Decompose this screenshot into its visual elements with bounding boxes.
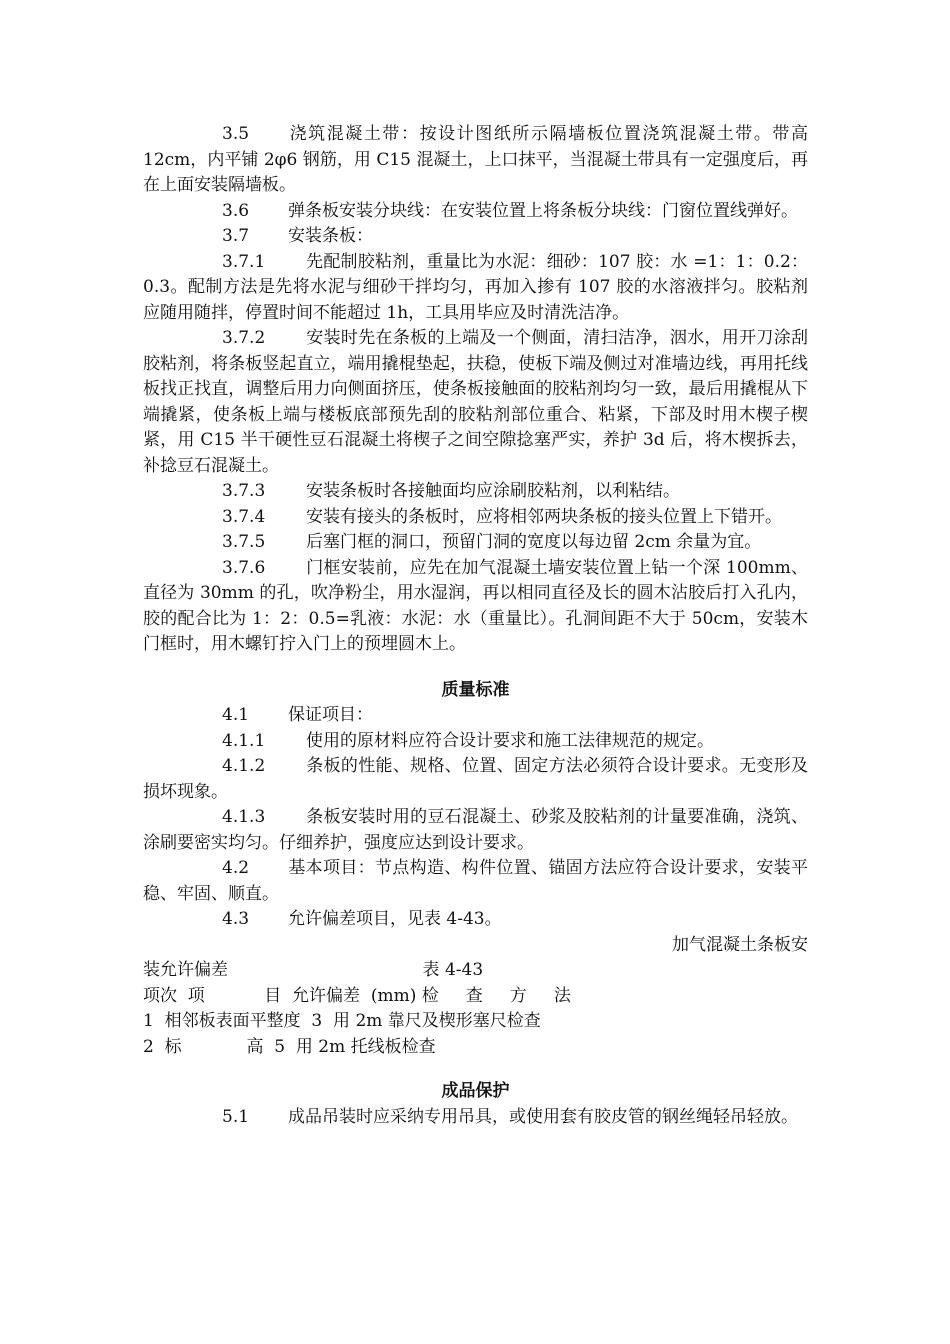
para-5-1: [143, 1105, 808, 1131]
para-text: 安装条板：: [288, 226, 373, 246]
section-number: 3.5: [222, 124, 250, 144]
para-4-1: [143, 703, 808, 729]
para-3-7-2: [143, 326, 808, 479]
para-3-7: [143, 224, 808, 250]
table-caption-continued: 装允许偏差 表 4-43: [143, 960, 484, 980]
table-header-row: 项次 项 目 允许偏差 (mm) 检 查 方 法: [143, 985, 571, 1006]
para-text: 成品吊装时应采纳专用吊具，或使用套有胶皮管的钢丝绳轻吊轻放。: [288, 1106, 798, 1127]
para-text: 后塞门框的洞口，预留门洞的宽度以每边留 2cm 余量为宜。: [306, 532, 762, 552]
section-number: 3.7.3: [222, 481, 266, 501]
para-text: 保证项目：: [288, 705, 373, 725]
para-text: 条板的性能、规格、位置、固定方法必须符合设计要求。无变形及损坏现象。: [143, 756, 808, 802]
para-text: 弹条板安装分块线：在安装位置上将条板分块线：门窗位置线弹好。: [288, 200, 798, 221]
para-4-3: [143, 907, 808, 933]
section-number: 4.1.1: [222, 730, 266, 751]
section-number: 4.1: [222, 705, 250, 725]
para-text: 允许偏差项目，见表 4-43。: [288, 909, 502, 929]
para-4-1-2: [143, 754, 808, 805]
para-3-7-6: [143, 556, 808, 658]
heading-product-protection: 成品保护: [441, 1081, 510, 1101]
section-number: 3.7.2: [222, 328, 266, 348]
para-text: 条板安装时用的豆石混凝土、砂浆及胶粘剂的计量要准确，浇筑、涂刷要密实均匀。仔细养护，强度应达到设计要求。: [143, 807, 808, 853]
heading-quality-standard: 质量标准: [441, 679, 510, 700]
section-number: 3.6: [222, 200, 250, 221]
para-4-1-3: [143, 805, 808, 856]
section-number: 4.1.2: [222, 756, 266, 776]
para-text: 安装有接头的条板时，应将相邻两块条板的接头位置上下错开。: [306, 506, 782, 527]
section-number: 3.7: [222, 226, 250, 246]
para-text: 安装条板时各接触面均应涂刷胶粘剂，以利粘结。: [306, 481, 680, 501]
para-3-6: [143, 199, 808, 225]
table-row: 2 标 高 5 用 2m 托线板检查: [143, 1036, 436, 1057]
document-page: [143, 122, 808, 1130]
para-text: 基本项目：节点构造、构件位置、锚固方法应符合设计要求，安装平稳、牢固、顺直。: [143, 858, 808, 904]
para-3-7-5: [143, 530, 808, 556]
section-number: 3.7.4: [222, 506, 266, 527]
para-3-7-4: [143, 505, 808, 531]
para-3-5: [143, 122, 808, 199]
table-row: 1 相邻板表面平整度 3 用 2m 靠尺及楔形塞尺检查: [143, 1011, 541, 1031]
para-text: 先配制胶粘剂，重量比为水泥：细砂：107 胶：水 =1：1：0.2：0.3。配制方法是先将水泥与细砂干拌均匀，再加入掺有 107 胶的水溶液拌匀。胶粘剂应随用随拌，停置时间不能超过 1h，工具用毕应及时清洗洁净。: [143, 251, 808, 323]
section-number: 3.7.6: [222, 557, 266, 578]
para-text: 浇筑混凝土带：按设计图纸所示隔墙板位置浇筑混凝土带。带高 12cm，内平铺 2φ6 钢筋，用 C15 混凝土，上口抹平，当混凝土带具有一定强度后，再在上面安装隔墙板。: [143, 124, 808, 195]
section-number: 3.7.1: [222, 251, 266, 272]
section-number: 4.3: [222, 909, 250, 929]
section-number: 5.1: [222, 1106, 250, 1127]
para-text: 门框安装前，应先在加气混凝土墙安装位置上钻一个深 100mm、直径为 30mm 的孔，吹净粉尘，用水湿润，再以相同直径及长的圆木沾胶后打入孔内，胶的配合比为 1：2：0.5=乳液：水泥：水（重量比）。孔洞间距不大于 50cm，安装木门框时，用木螺钉拧入门上的预埋圆木上。: [143, 557, 808, 654]
section-number: 4.2: [222, 858, 250, 878]
para-text: 使用的原材料应符合设计要求和施工法律规范的规定。: [306, 730, 714, 751]
para-3-7-3: [143, 479, 808, 505]
table-caption: 加气混凝土条板安: [672, 934, 808, 955]
para-4-2: [143, 856, 808, 907]
section-number: 3.7.5: [222, 532, 266, 552]
para-3-7-1: [143, 250, 808, 327]
para-4-1-1: [143, 729, 808, 755]
section-number: 4.1.3: [222, 807, 266, 827]
para-text: 安装时先在条板的上端及一个侧面，清扫洁净，洇水，用开刀涂刮胶粘剂，将条板竖起直立，端用撬棍垫起，扶稳，使板下端及侧过对准墙边线，再用托线板找正找直，调整后用力向侧面挤压，使条板接触面的胶粘剂均匀一致，最后用撬棍从下端撬紧，使条板上端与楼板底部预先刮的胶粘剂部位重合、粘紧，下部及时用木楔子楔紧，用 C15 半干硬性豆石混凝土将楔子之间空隙捻塞严实，养护 3d 后，将木楔拆去，补捻豆石混凝土。: [143, 328, 808, 476]
